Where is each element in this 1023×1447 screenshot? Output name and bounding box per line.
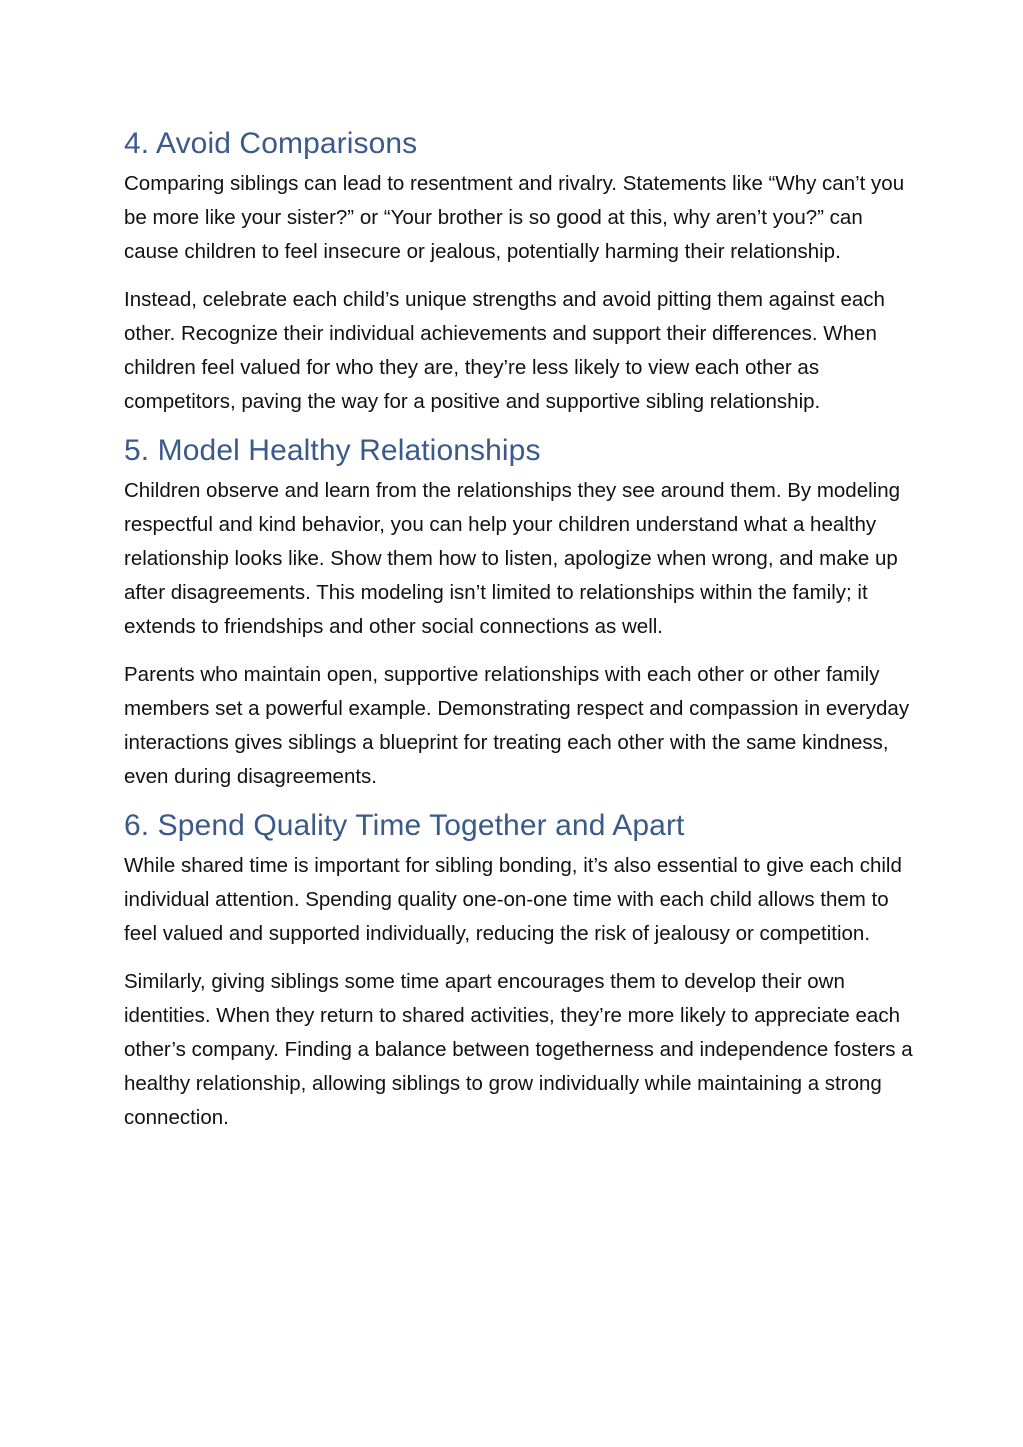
- section-quality-time: [124, 806, 914, 1135]
- paragraph: While shared time is important for sibling bonding, it’s also essential to give each child individual attention. Spending quality one-on-one time with each child allows them to feel valued and supported individually, reducing the risk of jealousy or competition.: [124, 854, 902, 945]
- paragraph: Similarly, giving siblings some time apart encourages them to develop their own identities. When they return to shared activities, they’re more likely to appreciate each other’s company. Finding a balance between togetherness and independence fosters a healthy relationship, allowing siblings to grow individually while maintaining a strong connection.: [124, 970, 913, 1129]
- section-avoid-comparisons: [124, 124, 914, 419]
- section-heading: 6. Spend Quality Time Together and Apart: [124, 809, 685, 842]
- paragraph: Instead, celebrate each child’s unique strengths and avoid pitting them against each other. Recognize their individual achievements and support their differences. When children feel valued for who they are, they’re less likely to view each other as competitors, paving the way for a positive and supportive sibling relationship.: [124, 288, 885, 413]
- section-heading: 5. Model Healthy Relationships: [124, 434, 541, 467]
- section-model-healthy-relationships: [124, 431, 914, 794]
- paragraph: Children observe and learn from the relationships they see around them. By modeling respectful and kind behavior, you can help your children understand what a healthy relationship looks like. Show them how to listen, apologize when wrong, and make up after disagreements. This modeling isn’t limited to relationships within the family; it extends to friendships and other social connections as well.: [124, 479, 901, 638]
- paragraph: Comparing siblings can lead to resentment and rivalry. Statements like “Why can’t you be more like your sister?” or “Your brother is so good at this, why aren’t you?” can cause children to feel insecure or jealous, potentially harming their relationship.: [124, 172, 905, 263]
- document-page: [124, 124, 914, 1147]
- section-heading: 4. Avoid Comparisons: [124, 127, 418, 160]
- paragraph: Parents who maintain open, supportive relationships with each other or other family members set a powerful example. Demonstrating respect and compassion in everyday interactions gives siblings a blueprint for treating each other with the same kindness, even during disagreements.: [124, 663, 910, 788]
